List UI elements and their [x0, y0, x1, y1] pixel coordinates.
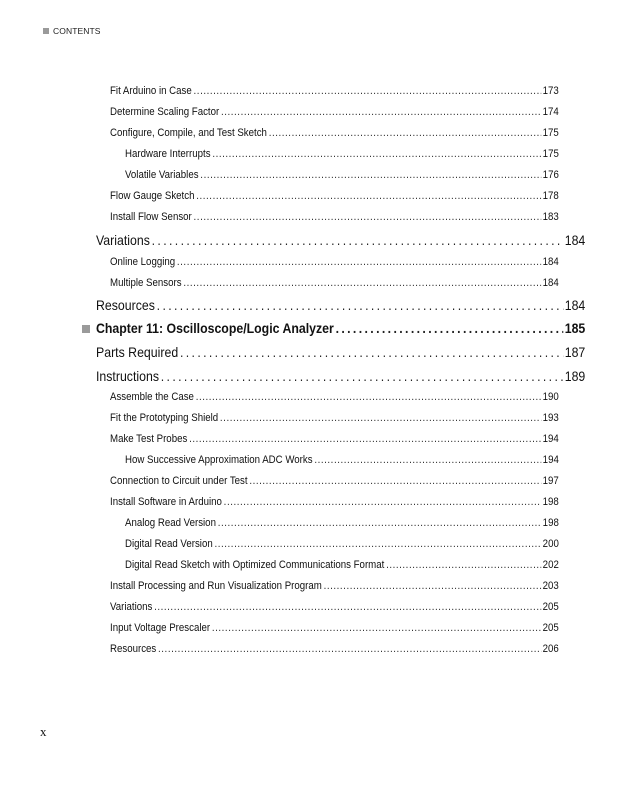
- dot-leader: [177, 256, 541, 268]
- toc-entry-title: Fit the Prototyping Shield: [110, 412, 219, 424]
- toc-entry-title: Determine Scaling Factor: [110, 106, 220, 118]
- toc-entry-page: 184: [542, 277, 559, 289]
- toc-entry-page: 175: [542, 148, 559, 160]
- toc-entry[interactable]: [110, 601, 559, 613]
- toc-entry[interactable]: [110, 256, 559, 268]
- toc-entry-page: 185: [564, 320, 586, 336]
- dot-leader: [212, 148, 541, 160]
- toc-entry-page: 205: [542, 601, 559, 613]
- toc-entry-page: 184: [564, 232, 586, 248]
- toc-entry-title: Hardware Interrupts: [125, 148, 211, 160]
- dot-leader: [269, 127, 541, 139]
- running-header: [43, 26, 101, 36]
- toc-entry-title: Make Test Probes: [110, 433, 188, 445]
- dot-leader: [194, 85, 541, 97]
- toc-chapter-entry[interactable]: [96, 320, 585, 336]
- toc-entry[interactable]: [110, 580, 559, 592]
- toc-entry-page: 205: [542, 622, 559, 634]
- toc-entry-title: Resources: [110, 643, 157, 655]
- toc-entry-page: 183: [542, 211, 559, 223]
- toc-entry-title: Variations: [110, 601, 153, 613]
- dot-leader: [157, 297, 563, 313]
- toc-entry-title: Resources: [96, 297, 155, 313]
- toc-section-entry[interactable]: [96, 232, 585, 248]
- toc-entry-title: Parts Required: [96, 344, 179, 360]
- toc-entry-title: Instructions: [96, 368, 160, 384]
- dot-leader: [183, 277, 541, 289]
- toc-entry-page: 200: [542, 538, 559, 550]
- toc-entry-title: Digital Read Sketch with Optimized Communications Format: [125, 559, 385, 571]
- toc-entry-page: 173: [542, 85, 559, 97]
- page-number: x: [40, 724, 47, 739]
- toc-chapter-title: Chapter 11: Oscilloscope/Logic Analyzer: [96, 320, 334, 336]
- toc-entry-title: Multiple Sensors: [110, 277, 182, 289]
- toc-entry[interactable]: [125, 538, 559, 550]
- toc-entry[interactable]: [110, 211, 559, 223]
- dot-leader: [194, 211, 541, 223]
- toc-entry[interactable]: [110, 391, 559, 403]
- toc-entry-title: Flow Gauge Sketch: [110, 190, 195, 202]
- toc-entry-title: Install Processing and Run Visualization Program: [110, 580, 322, 592]
- dot-leader: [336, 320, 563, 336]
- toc-entry-title: Configure, Compile, and Test Sketch: [110, 127, 267, 139]
- dot-leader: [189, 433, 541, 445]
- toc-entry[interactable]: [125, 559, 559, 571]
- toc-entry-page: 190: [542, 391, 559, 403]
- toc-entry-page: 198: [542, 496, 559, 508]
- toc-entry[interactable]: [110, 277, 559, 289]
- toc-entry-page: 184: [564, 297, 586, 313]
- toc-entry[interactable]: [125, 454, 559, 466]
- toc-entry[interactable]: [125, 148, 559, 160]
- dot-leader: [249, 475, 541, 487]
- toc-entry-title: Install Software in Arduino: [110, 496, 222, 508]
- dot-leader: [180, 344, 563, 360]
- toc-entry[interactable]: [125, 517, 559, 529]
- toc-entry[interactable]: [110, 412, 559, 424]
- toc-entry-title: Online Logging: [110, 256, 176, 268]
- toc-entry[interactable]: [110, 433, 559, 445]
- dot-leader: [154, 601, 541, 613]
- chapter-square-icon: [82, 325, 90, 333]
- toc-entry[interactable]: [110, 622, 559, 634]
- dot-leader: [221, 106, 541, 118]
- toc-entry-title: Variations: [96, 232, 150, 248]
- toc-entry[interactable]: [110, 106, 559, 118]
- dot-leader: [314, 454, 541, 466]
- dot-leader: [214, 538, 540, 550]
- toc-section-entry[interactable]: [96, 368, 585, 384]
- toc-entry-title: Analog Read Version: [125, 517, 216, 529]
- toc-entry-title: Volatile Variables: [125, 169, 199, 181]
- toc-entry-page: 206: [542, 643, 559, 655]
- dot-leader: [212, 622, 541, 634]
- toc-entry[interactable]: [125, 169, 559, 181]
- header-label: CONTENTS: [53, 26, 101, 36]
- toc-entry-title: Digital Read Version: [125, 538, 213, 550]
- toc-entry-title: Fit Arduino in Case: [110, 85, 192, 97]
- toc-entry-page: 193: [542, 412, 559, 424]
- dot-leader: [158, 643, 541, 655]
- toc-entry-title: Input Voltage Prescaler: [110, 622, 211, 634]
- toc-entry-title: Assemble the Case: [110, 391, 194, 403]
- toc-entry-title: How Successive Approximation ADC Works: [125, 454, 313, 466]
- square-bullet-icon: [43, 28, 49, 34]
- toc-entry-page: 189: [564, 368, 586, 384]
- toc-entry[interactable]: [110, 85, 559, 97]
- toc-entry-page: 187: [564, 344, 586, 360]
- dot-leader: [220, 412, 541, 424]
- toc-entry-page: 178: [542, 190, 559, 202]
- toc-entry-page: 203: [542, 580, 559, 592]
- toc-entry-page: 174: [542, 106, 559, 118]
- dot-leader: [161, 368, 563, 384]
- dot-leader: [218, 517, 541, 529]
- toc-entry-title: Connection to Circuit under Test: [110, 475, 248, 487]
- toc-section-entry[interactable]: [96, 344, 585, 360]
- toc-entry-page: 194: [542, 433, 559, 445]
- dot-leader: [224, 496, 541, 508]
- toc-entry-page: 198: [542, 517, 559, 529]
- toc-entry[interactable]: [110, 127, 559, 139]
- toc-entry[interactable]: [110, 643, 559, 655]
- toc-section-entry[interactable]: [96, 297, 585, 313]
- toc-entry-page: 176: [542, 169, 559, 181]
- dot-leader: [386, 559, 541, 571]
- toc-entry-page: 175: [542, 127, 559, 139]
- dot-leader: [324, 580, 541, 592]
- dot-leader: [196, 190, 541, 202]
- dot-leader: [196, 391, 541, 403]
- toc-entry-page: 194: [542, 454, 559, 466]
- toc-entry-page: 184: [542, 256, 559, 268]
- toc-entry-page: 197: [542, 475, 559, 487]
- dot-leader: [200, 169, 541, 181]
- toc-entry-page: 202: [542, 559, 559, 571]
- toc-entry-title: Install Flow Sensor: [110, 211, 192, 223]
- dot-leader: [152, 232, 563, 248]
- toc-entry[interactable]: [110, 496, 559, 508]
- toc-entry[interactable]: [110, 475, 559, 487]
- toc-entry[interactable]: [110, 190, 559, 202]
